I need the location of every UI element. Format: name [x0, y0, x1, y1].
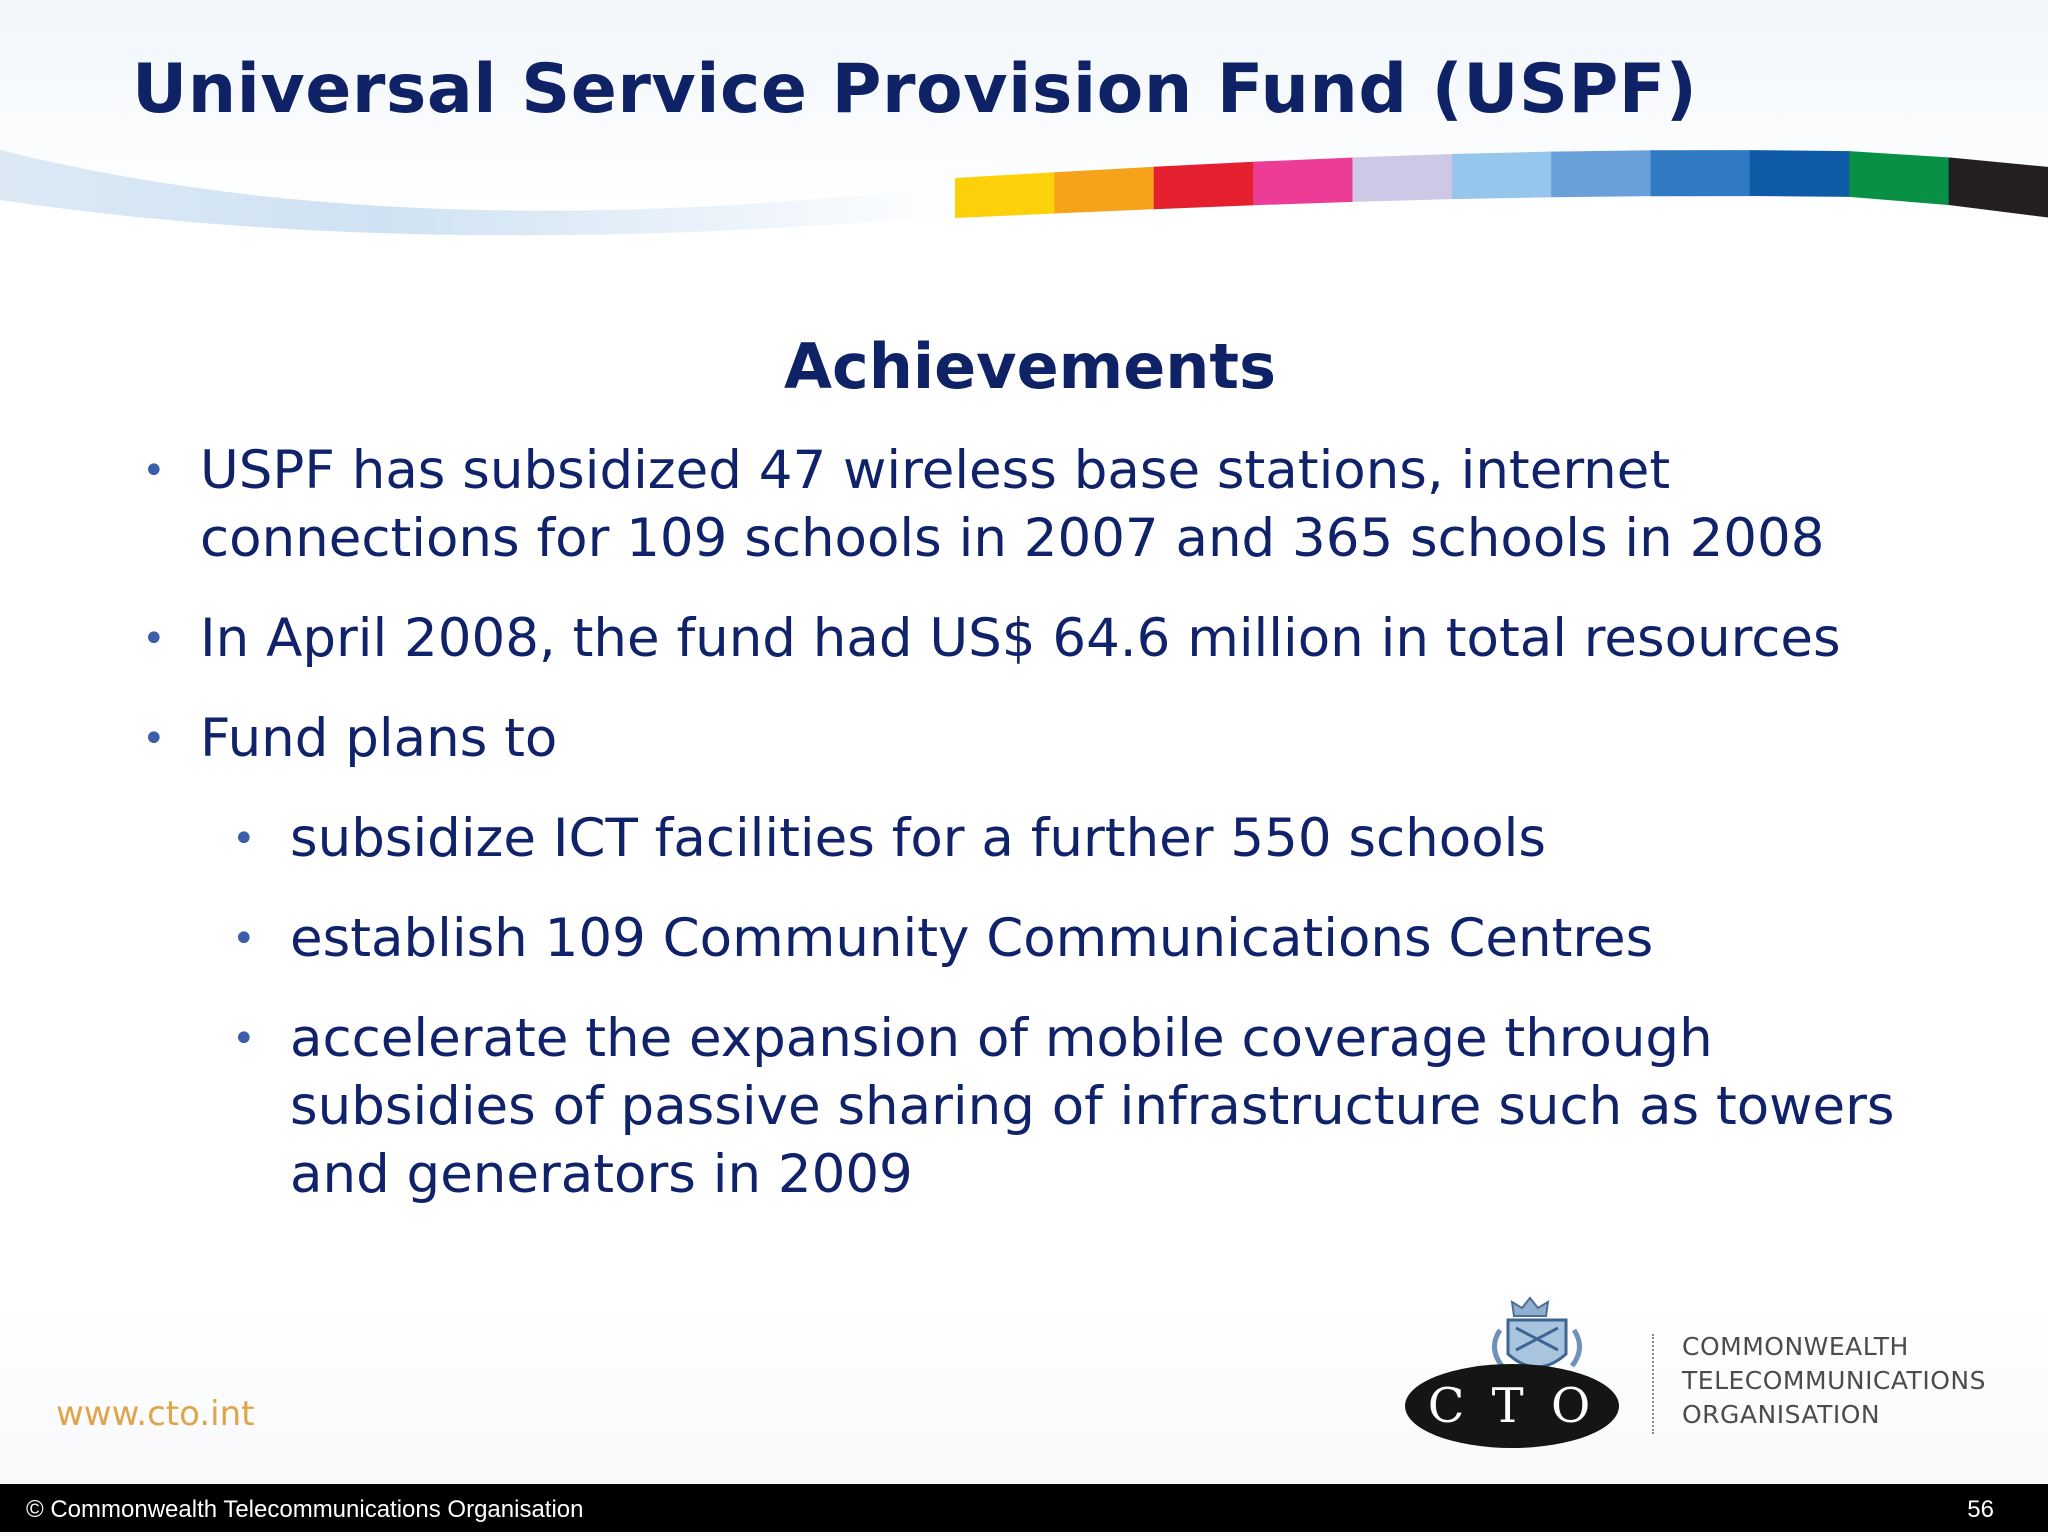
sub-bullet-item	[232, 1005, 1930, 1209]
color-stripe-segment	[1849, 151, 1949, 205]
bullet-icon: •	[142, 448, 166, 494]
bullet-text: accelerate the expansion of mobile coverage through subsidies of passive sharing of infrastructure such as towers and generators in 2009	[290, 1008, 1895, 1205]
slide-title: Universal Service Provision Fund (USPF)	[132, 50, 1698, 129]
color-stripe-segment	[1651, 150, 1751, 196]
color-stripe-segment	[1054, 167, 1154, 214]
bullet-item	[142, 705, 1920, 773]
bullet-text: In April 2008, the fund had US$ 64.6 million in total resources	[200, 608, 1841, 669]
header-swoosh	[0, 0, 2048, 260]
copyright-text: © Commonwealth Telecommunications Organisation	[26, 1496, 584, 1523]
bullet-text: establish 109 Community Communications Centres	[290, 908, 1654, 969]
section-subtitle: Achievements	[784, 330, 1276, 403]
bullet-icon: •	[142, 716, 166, 762]
bullet-icon: •	[142, 616, 166, 662]
bullet-text: subsidize ICT facilities for a further 550 schools	[290, 808, 1546, 869]
bullet-icon: •	[232, 1016, 256, 1062]
bullet-text: USPF has subsidized 47 wireless base stations, internet connections for 109 schools in 2007 and 365 schools in 2008	[200, 440, 1825, 569]
color-stripe-segment	[1949, 157, 2048, 217]
org-name-line: TELECOMMUNICATIONS	[1682, 1366, 1986, 1395]
color-stripe-segment	[1452, 152, 1552, 200]
color-stripe-band	[955, 150, 2048, 218]
logo-divider	[1652, 1334, 1654, 1434]
color-stripe-segment	[1551, 150, 1651, 197]
color-stripe-segment	[1154, 162, 1254, 209]
bullet-icon: •	[232, 816, 256, 862]
bullet-text: Fund plans to	[200, 708, 558, 769]
color-stripe-segment	[955, 172, 1055, 218]
logo-letters: C T O	[1427, 1378, 1597, 1434]
org-name-line: COMMONWEALTH	[1682, 1332, 1909, 1361]
bullet-icon: •	[232, 916, 256, 962]
color-stripe-segment	[1352, 154, 1452, 202]
color-stripe-segment	[1253, 157, 1353, 205]
bullet-item	[142, 437, 1920, 573]
crest-icon	[1494, 1298, 1579, 1367]
sub-bullet-item	[232, 905, 1940, 973]
org-name	[1682, 1330, 1986, 1432]
website-link[interactable]: www.cto.int	[56, 1394, 255, 1434]
org-name-line: ORGANISATION	[1682, 1400, 1881, 1429]
footer-bar	[0, 1484, 2048, 1532]
color-stripe-segment	[1750, 150, 1850, 197]
bullet-item	[142, 605, 1920, 673]
page-number: 56	[1967, 1496, 1994, 1523]
sub-bullet-item	[232, 805, 1940, 873]
